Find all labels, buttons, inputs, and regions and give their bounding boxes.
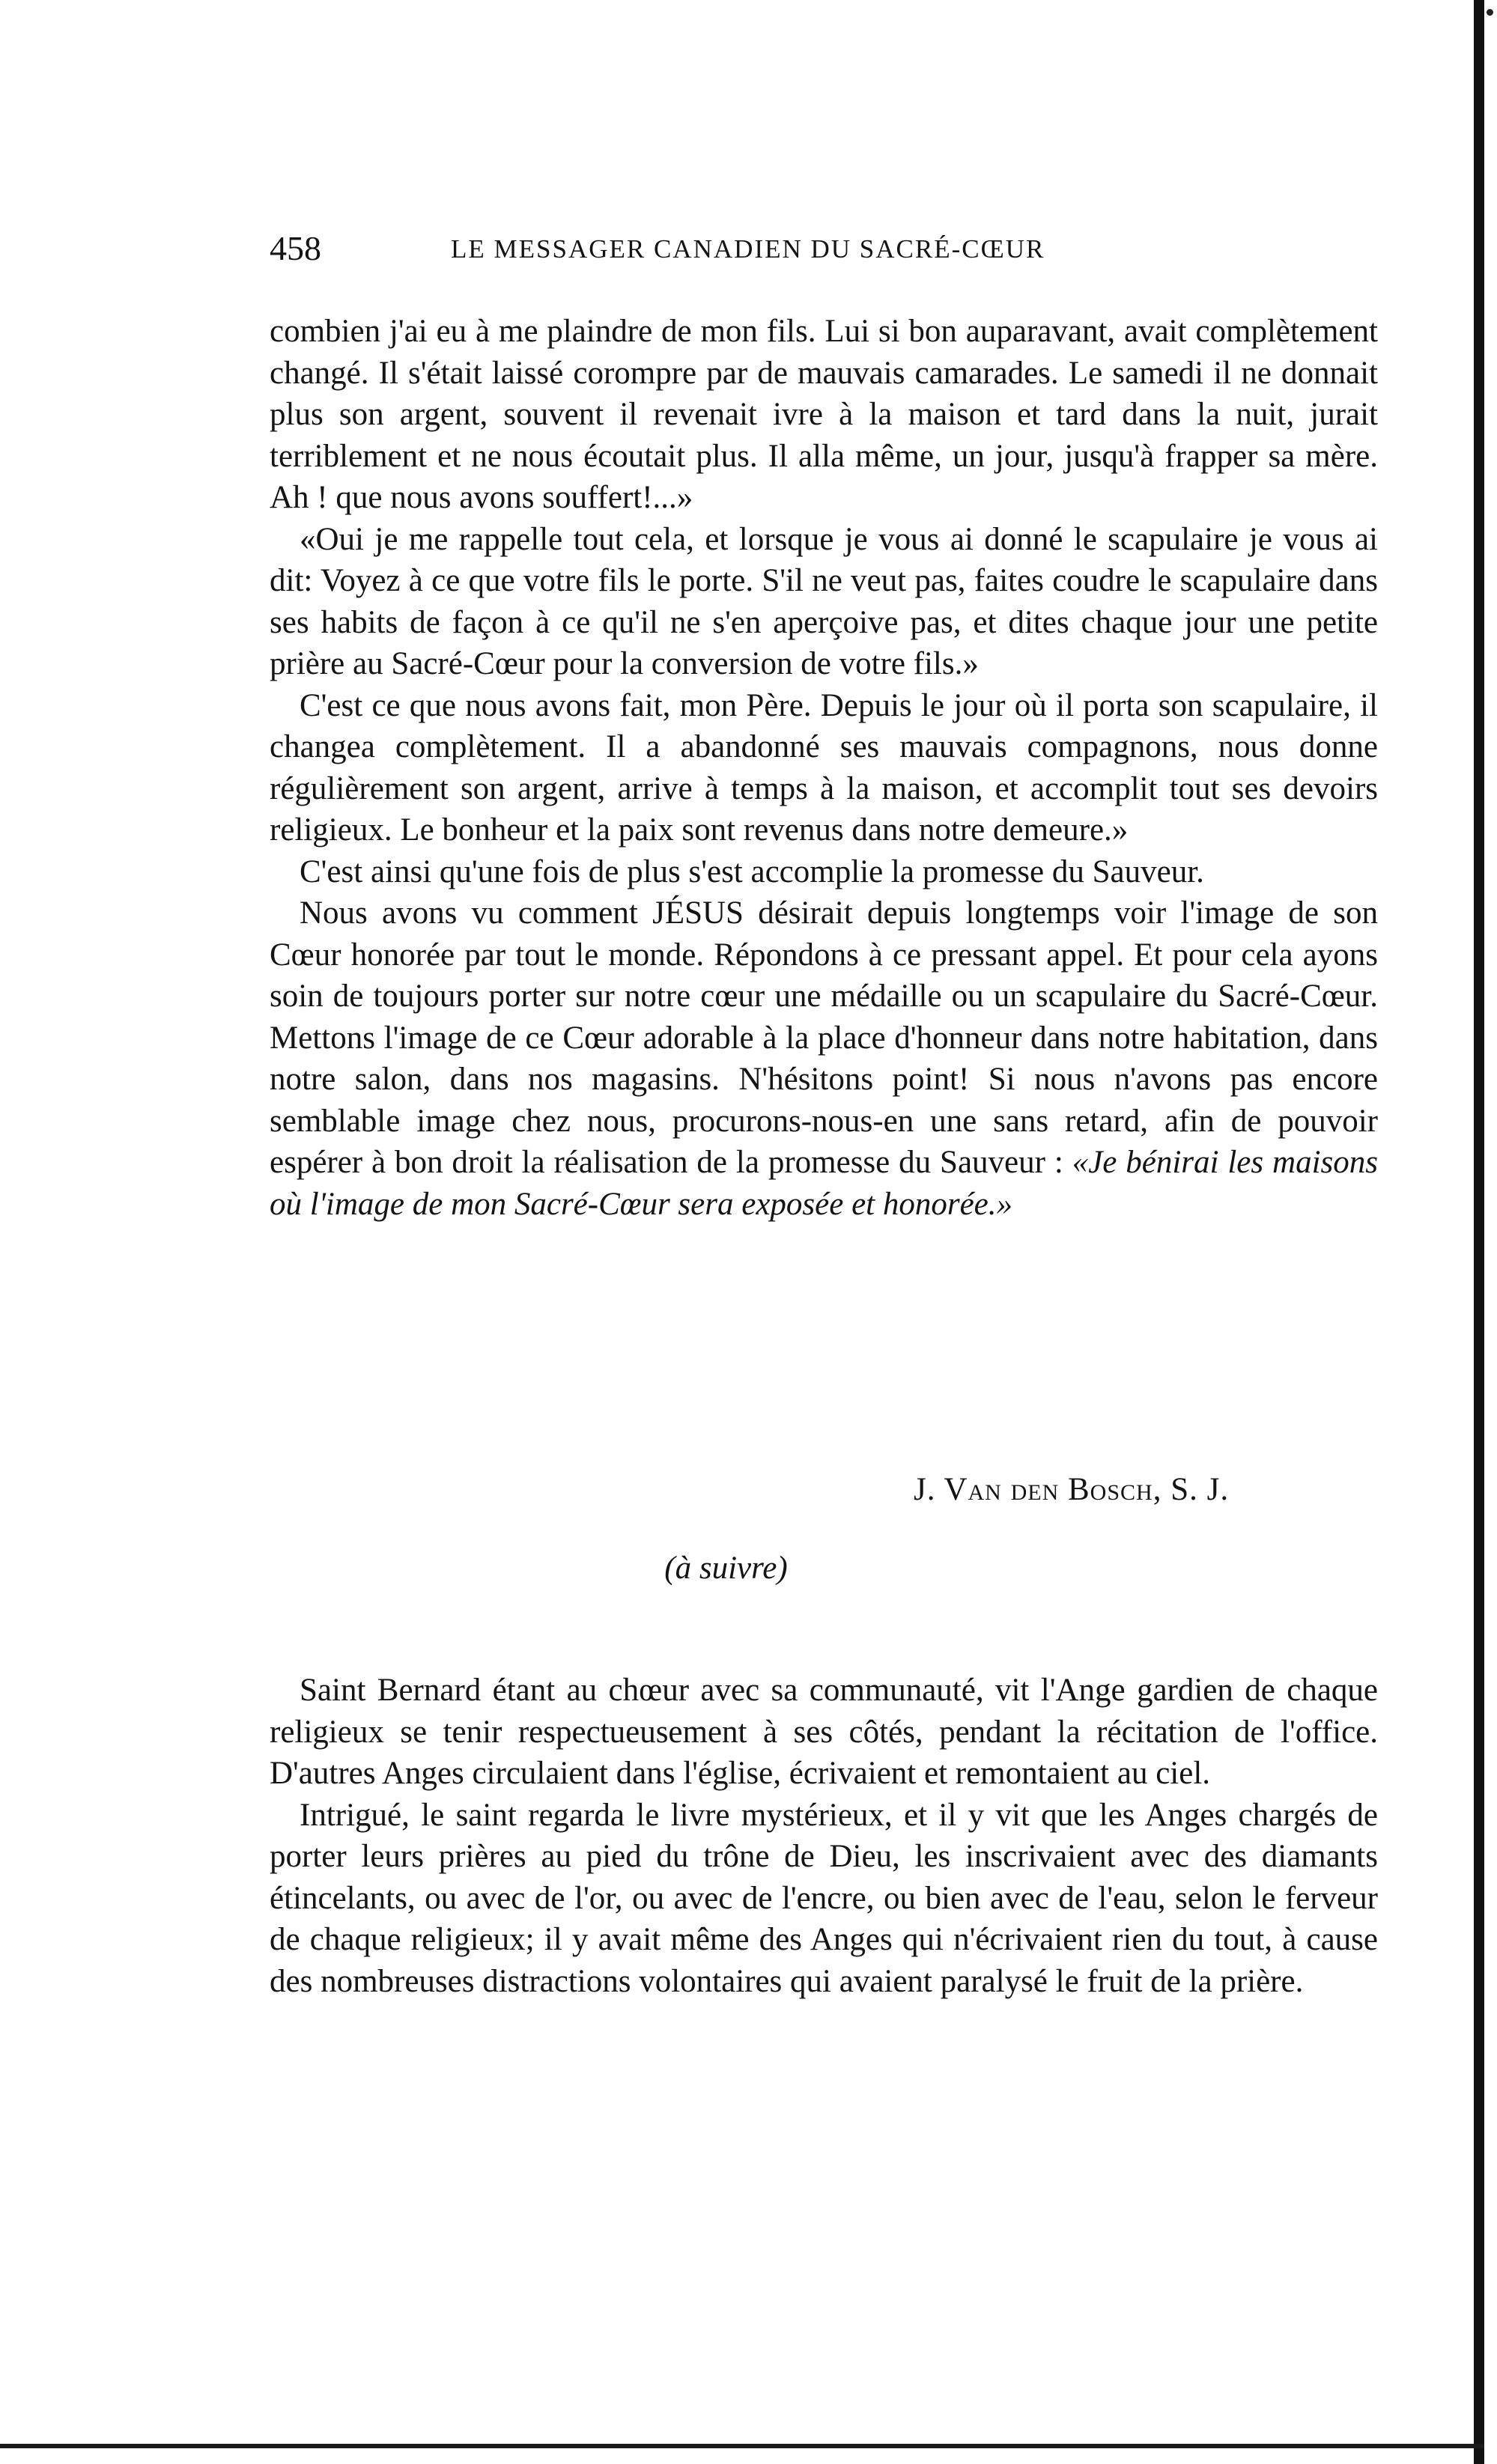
paragraph: C'est ce que nous avons fait, mon Père. Depuis le jour où il porta son scapulaire, il changea complètement. Il a abandonné ses mauvais compagnons, nous donne régulièrement son argent, arrive à temps à la maison, et accomplit tout ses devoirs religieux. Le bonheur et la paix sont revenus dans notre demeure.» — [270, 687, 1378, 848]
page-bottom-edge — [0, 2444, 1484, 2448]
paragraph: Saint Bernard étant au chœur avec sa communauté, vit l'Ange gardien de chaque religieux se tenir respectueusement à ses côtés, pendant la récitation de l'office. D'autres Anges circulaient dans l'église, écrivaient et remontaient au ciel. — [270, 1673, 1378, 1791]
paragraph-final — [270, 892, 1378, 1225]
page-number: 458 — [270, 229, 321, 267]
anecdote-section — [270, 1670, 1378, 2002]
header-title: LE MESSAGER CANADIEN DU SACRÉ-CŒUR — [451, 234, 1045, 264]
promise-quote: «Je bénirai les maisons où l'image de mon Sacré-Cœur sera exposée et honorée.» — [270, 1145, 1378, 1222]
paragraph-final-text: Nous avons vu comment JÉSUS désirait depuis longtemps voir l'image de son Cœur honorée par tout le monde. Répondons à ce pressant appel. Et pour cela ayons soin de toujours porter sur notre cœur une médaille ou un scapulaire du Sacré-Cœur. Mettons l'image de ce Cœur adorable à la place d'honneur dans notre habitation, dans notre salon, dans nos magasins. N'hésitons point! Si nous n'avons pas encore semblable image chez nous, procurons-nous-en une sans retard, afin de pouvoir espérer à bon droit la réalisation de la promesse du Sauveur : — [270, 895, 1378, 1180]
running-head — [270, 228, 1355, 273]
scan-speck — [1487, 9, 1493, 16]
paragraph: combien j'ai eu à me plaindre de mon fils. Lui si bon auparavant, avait complètement changé. Il s'était laissé corompre par de mauvais camarades. Le samedi il ne donnait plus son argent, souvent il revenait ivre à la maison et tard dans la nuit, jurait terriblement et ne nous écoutait plus. Il alla même, un jour, jusqu'à frapper sa mère. Ah ! que nous avons souffert!...» — [270, 314, 1378, 515]
paragraph: C'est ainsi qu'une fois de plus s'est accomplie la promesse du Sauveur. — [300, 854, 1204, 889]
article-body — [270, 311, 1378, 1225]
paragraph: «Oui je me rappelle tout cela, et lorsque je vous ai donné le scapulaire je vous ai dit: Voyez à ce que votre fils le porte. S'il ne veut pas, faites coudre le scapulaire dans ses habits de façon à ce qu'il ne s'en aperçoive pas, et dites chaque jour une petite prière au Sacré-Cœur pour la conversion de votre fils.» — [270, 521, 1378, 681]
page-edge — [1474, 0, 1484, 2464]
paragraph: Intrigué, le saint regarda le livre mystérieux, et il y vit que les Anges chargés de porter leurs prières au pied du trône de Dieu, les inscrivaient avec des diamants étincelants, ou avec de l'or, ou avec de l'encre, ou bien avec de l'eau, selon le ferveur de chaque religieux; il y avait même des Anges qui n'écrivaient rien du tout, à cause des nombreuses distractions volontaires qui avaient paralysé le fruit de la prière. — [270, 1797, 1378, 1999]
continued-note: (à suivre) — [664, 1551, 788, 1586]
author-signature: J. Van den Bosch, S. J. — [914, 1472, 1230, 1507]
